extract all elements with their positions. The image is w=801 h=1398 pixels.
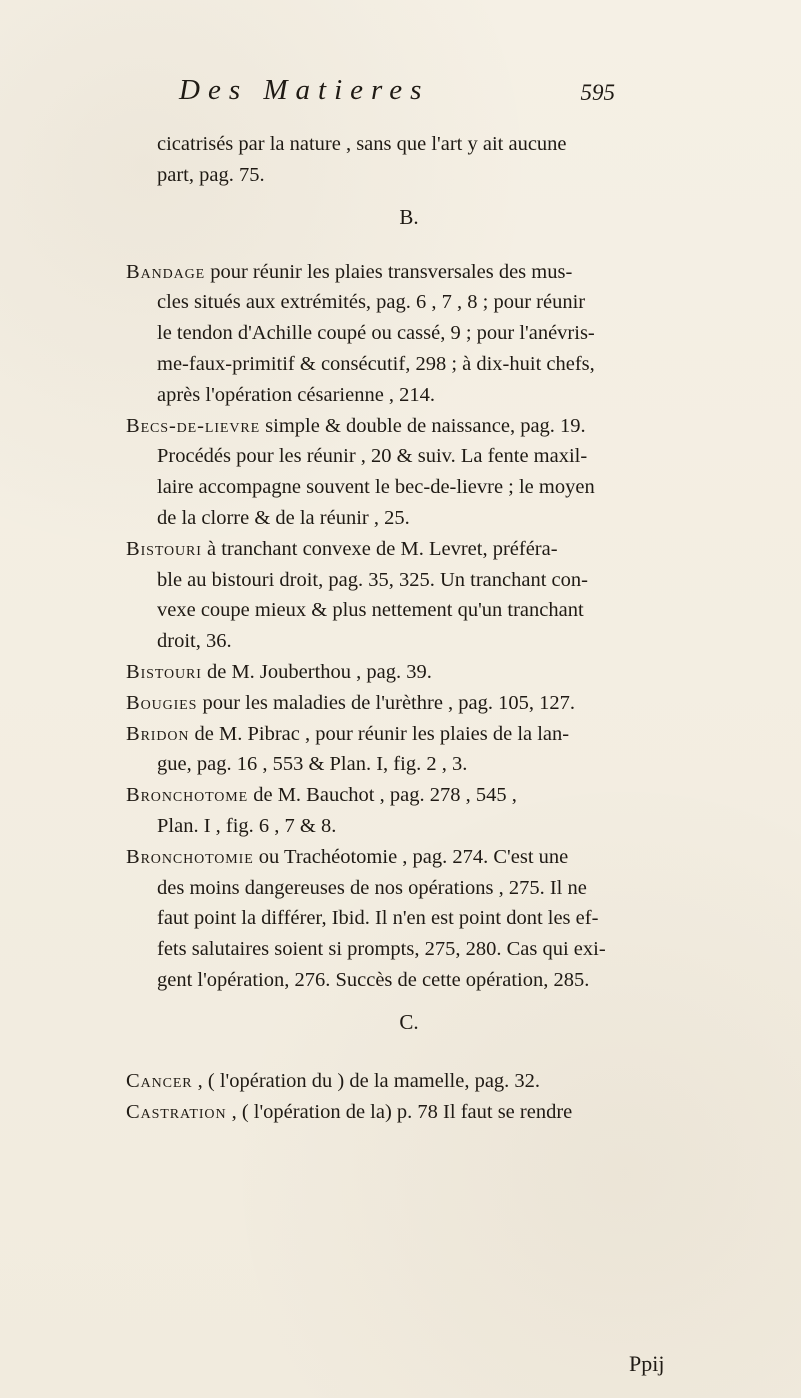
entry-text: de M. Bauchot , pag. 278 , 545 , — [248, 784, 517, 807]
index-entry-line — [126, 411, 712, 442]
continuation-line: Plan. I , fig. 6 , 7 & 8. — [157, 814, 337, 837]
entry-headword: Bronchotome — [126, 784, 249, 807]
continuation-line: cicatrisés par la nature , sans que l'art y ait aucune — [157, 133, 567, 155]
entry-headword: Bougies — [126, 691, 198, 714]
entry-text: simple & double de naissance, pag. 19. — [260, 414, 586, 437]
continuation-line: ble au bistouri droit, pag. 35, 325. Un tranchant con- — [157, 568, 588, 591]
continuation-line: le tendon d'Achille coupé ou cassé, 9 ; pour l'anévris- — [157, 322, 595, 345]
entry-text: , ( l'opération de la) p. 78 Il faut se rendre — [226, 1100, 573, 1123]
continuation-line: vexe coupe mieux & plus nettement qu'un tranchant — [157, 599, 584, 622]
entry-headword: Bandage — [126, 260, 206, 283]
continuation-line: laire accompagne souvent le bec-de-lievre ; le moyen — [157, 476, 595, 499]
entry-headword: Castration — [126, 1100, 227, 1123]
index-entry-line — [126, 842, 712, 873]
index-entry-line — [126, 257, 712, 288]
section-heading: C. — [399, 1009, 419, 1034]
entry-text: pour réunir les plaies transversales des mus- — [205, 260, 573, 283]
entry-text: pour les maladies de l'urèthre , pag. 105, 127. — [197, 691, 576, 714]
entry-headword: Cancer — [126, 1069, 193, 1092]
entry-text: de M. Pibrac , pour réunir les plaies de la lan- — [189, 722, 570, 745]
entry-text: de M. Jouberthou , pag. 39. — [201, 660, 432, 683]
vertical-space — [126, 1048, 712, 1066]
entry-headword: Becs-de-lievre — [126, 414, 261, 437]
continuation-line: faut point la différer, Ibid. Il n'en est point dont les ef- — [157, 907, 599, 930]
continuation-line: droit, 36. — [157, 630, 232, 653]
index-entry-line — [126, 688, 712, 719]
vertical-space — [126, 243, 712, 257]
index-entry-line — [126, 1097, 712, 1128]
index-entry-line — [126, 534, 712, 565]
index-entry-line — [126, 657, 712, 688]
continuation-line: après l'opération césarienne , 214. — [157, 383, 436, 406]
continuation-line: cles situés aux extrémités, pag. 6 , 7 , 8 ; pour réunir — [157, 291, 586, 314]
index-entry-line — [126, 719, 712, 750]
entry-headword: Bistouri — [126, 537, 202, 560]
continuation-line: me-faux-primitif & consécutif, 298 ; à dix-huit chefs, — [157, 352, 595, 375]
continuation-line: des moins dangereuses de nos opérations , 275. Il ne — [157, 876, 587, 899]
entry-headword: Bistouri — [126, 660, 202, 683]
index-entry-line — [126, 780, 712, 811]
index-content — [126, 129, 712, 1127]
index-entry-line — [126, 1066, 712, 1097]
section-heading: B. — [399, 204, 419, 229]
entry-headword: Bridon — [126, 722, 190, 745]
continuation-line: Procédés pour les réunir , 20 & suiv. La fente maxil- — [157, 445, 588, 468]
continuation-line: de la clorre & de la réunir , 25. — [157, 506, 410, 529]
entry-text: , ( l'opération du ) de la mamelle, pag. 32. — [192, 1069, 541, 1092]
continuation-line: part, pag. 75. — [157, 163, 265, 186]
entry-text: à tranchant convexe de M. Levret, préféra- — [201, 537, 558, 560]
entry-headword: Bronchotomie — [126, 845, 254, 868]
continuation-line: gue, pag. 16 , 553 & Plan. I, fig. 2 , 3. — [157, 753, 468, 776]
continuation-line: fets salutaires soient si prompts, 275, 280. Cas qui exi- — [157, 938, 606, 961]
page-number: 595 — [580, 80, 615, 105]
entry-text: ou Trachéotomie , pag. 274. C'est une — [253, 845, 569, 868]
continuation-line: gent l'opération, 276. Succès de cette opération, 285. — [157, 968, 590, 991]
page-header — [179, 74, 615, 108]
signature-mark: Ppij — [629, 1351, 665, 1376]
running-title: Des Matieres — [179, 74, 430, 106]
